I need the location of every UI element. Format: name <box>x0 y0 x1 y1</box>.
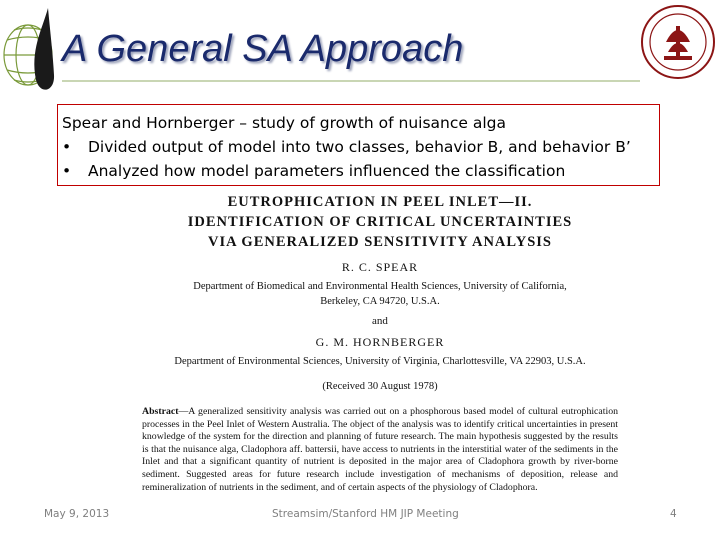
slide-number: 4 <box>670 508 677 520</box>
stanford-seal-logo <box>640 4 716 80</box>
abstract-text: —A generalized sensitivity analysis was carried out on a phosphorous based model of cultural eutrophication processes in the Peel Inlet of Western Australia. The object of the analysis was to identify critical uncertainties in present knowledge of the system for the direction and planning of future research. The main hypothesis suggested by the results is that the nuisance alga, Cladophora aff. battersii, have access to nutrients in the interstitial water of the sediments in the Inlet and that a significant quantity of nutrient is deposited in the major area of Cladophora growth by river-borne sediment. Suggested areas for future research include investigation of mechanisms of deposition, release and remineralization of nutrients in the sediment, and of certain aspects of the physiology of Cladophora. <box>142 406 618 493</box>
article-image <box>140 192 620 510</box>
title-underline <box>62 80 640 82</box>
article-title-line: VIA GENERALIZED SENSITIVITY ANALYSIS <box>208 234 552 250</box>
slide-title: A General SA Approach <box>62 28 464 70</box>
footer-title: Streamsim/Stanford HM JIP Meeting <box>272 508 459 520</box>
article-title-line: EUTROPHICATION IN PEEL INLET—II. <box>227 194 533 210</box>
author-affiliation <box>140 279 620 309</box>
and-separator: and <box>372 315 388 327</box>
summary-textbox <box>57 104 660 186</box>
affiliation-line: Department of Biomedical and Environmental Health Sciences, University of California, <box>193 281 567 292</box>
article-abstract <box>140 406 620 494</box>
received-date: (Received 30 August 1978) <box>322 381 438 392</box>
bullet-item <box>62 159 655 183</box>
abstract-label: Abstract <box>142 406 179 417</box>
article-title-line: IDENTIFICATION OF CRITICAL UNCERTAINTIES <box>187 214 573 230</box>
affiliation-line: Berkeley, CA 94720, U.S.A. <box>320 296 440 307</box>
bullet-icon: • <box>62 138 72 156</box>
footer-date: May 9, 2013 <box>44 508 110 520</box>
bullet-icon: • <box>62 162 72 180</box>
article-author: R. C. SPEAR <box>341 260 419 274</box>
globe-drop-logo <box>0 0 70 110</box>
bullet-item <box>62 135 655 159</box>
author-affiliation: Department of Environmental Sciences, University of Virginia, Charlottesville, VA 22903, U.S.A. <box>174 356 586 367</box>
bullet-text: Analyzed how model parameters influenced the classification <box>88 162 566 180</box>
article-author: G. M. HORNBERGER <box>315 335 445 349</box>
intro-text: Spear and Hornberger – study of growth of nuisance alga <box>62 114 506 132</box>
bullet-text: Divided output of model into two classes, behavior B, and behavior B’ <box>88 138 631 156</box>
article-title <box>140 192 620 252</box>
